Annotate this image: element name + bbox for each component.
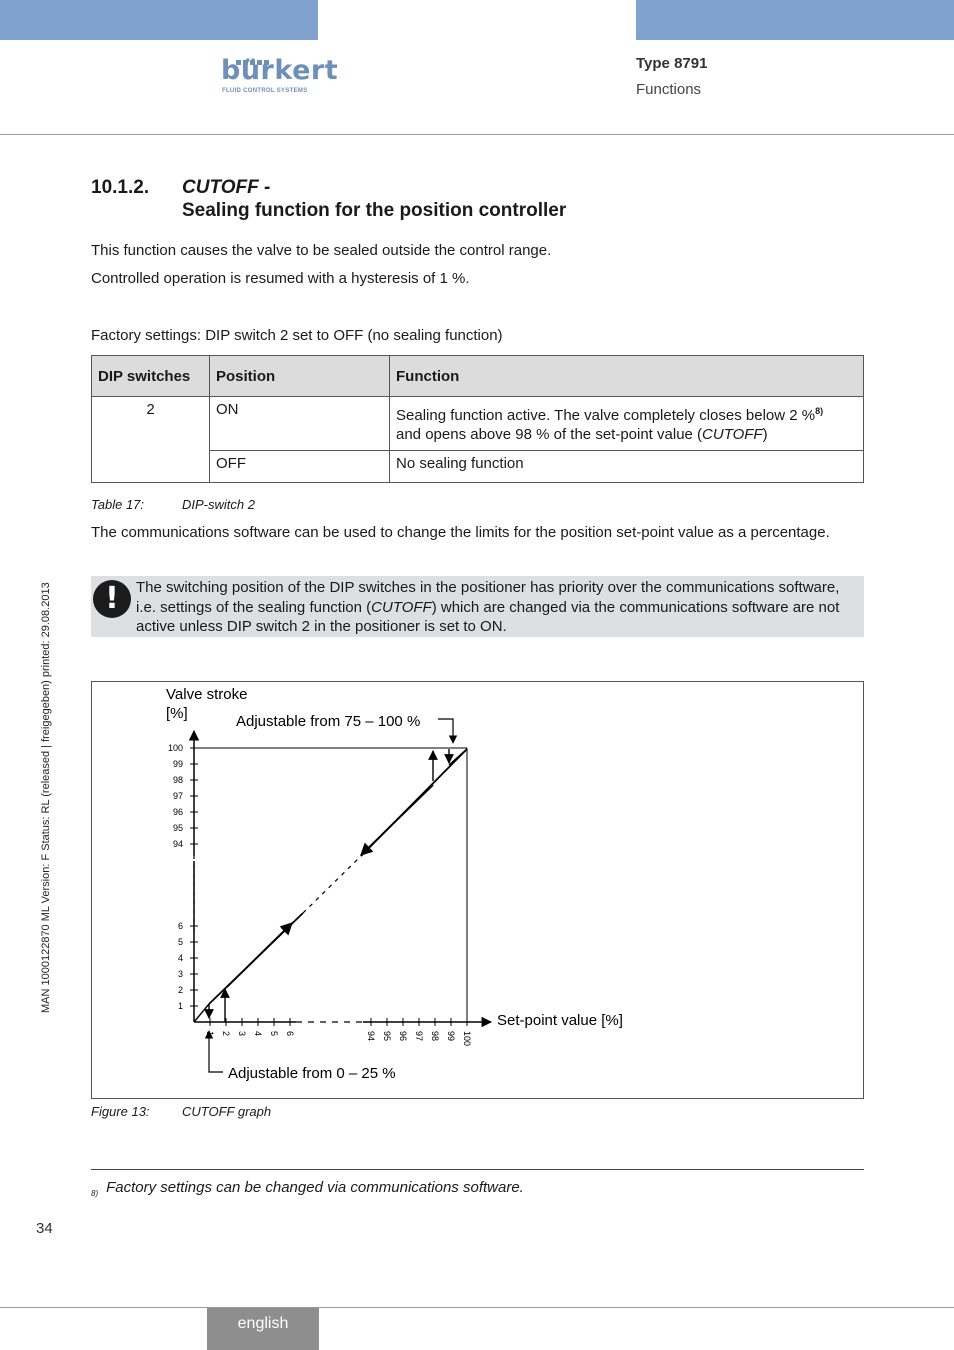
y-axis-label-line1: Valve stroke	[166, 686, 248, 703]
brand-logo: bürkert	[221, 55, 339, 86]
y-tick-label: 96	[172, 807, 183, 817]
document-status-text: MAN 1000122870 ML Version: F Status: RL (released | freigegeben) printed: 29.08.2013	[40, 582, 52, 1013]
y-tick-label: 4	[177, 953, 183, 963]
x-tick-label: 3	[237, 1031, 247, 1037]
annotation-top-leader	[438, 719, 453, 743]
top-bar-right	[636, 0, 954, 40]
characteristic-line-gap	[303, 856, 361, 913]
y-tick-label: 99	[172, 759, 183, 769]
table-cell-function-on	[390, 397, 864, 451]
annotation-bottom: Adjustable from 0 – 25 %	[228, 1065, 396, 1082]
x-axis-label: Set-point value [%]	[497, 1012, 623, 1029]
x-tick-label: 94	[366, 1031, 376, 1042]
footnote-text: Factory settings can be changed via communications software.	[106, 1179, 524, 1196]
arrow-down-high	[361, 785, 433, 855]
y-tick-label: 98	[172, 775, 183, 785]
dip-switch-table	[91, 355, 864, 483]
paragraph-hysteresis: Controlled operation is resumed with a hysteresis of 1 %.	[91, 270, 470, 287]
chapter-name: Functions	[636, 81, 702, 98]
x-tick-label: 5	[269, 1031, 279, 1037]
function-on-cutoff: CUTOFF	[702, 426, 763, 443]
figure-caption-text: CUTOFF graph	[182, 1104, 272, 1119]
y-tick-label: 3	[177, 969, 183, 979]
y-tick-label: 2	[177, 985, 183, 995]
paragraph-factory-settings: Factory settings: DIP switch 2 set to OFF (no sealing function)	[91, 327, 503, 344]
y-tick-label: 100	[167, 743, 183, 753]
y-tick-label: 94	[172, 839, 183, 849]
function-on-text-c: )	[762, 426, 768, 443]
table-header-function: Function	[390, 356, 864, 397]
note-text-b: ) which are changed via the communications software are not active unless DIP switch 2 in the positioner is set to ON.	[136, 598, 840, 635]
table-header-dip: DIP switches	[92, 356, 210, 397]
y-tick-label: 1	[177, 1001, 183, 1011]
table-caption-text: DIP-switch 2	[182, 497, 255, 512]
table-cell-position-off: OFF	[210, 451, 390, 483]
brand-logo-subtitle: FLUID CONTROL SYSTEMS	[222, 88, 308, 94]
annotation-bottom-leader	[209, 1031, 223, 1072]
footnote-ref: 8)	[815, 406, 824, 416]
footer-divider	[0, 1307, 954, 1308]
table-header-position: Position	[210, 356, 390, 397]
function-on-text-b: and opens above 98 % of the set-point value (	[396, 426, 703, 443]
annotation-top: Adjustable from 75 – 100 %	[236, 713, 421, 730]
y-tick-label: 97	[172, 791, 183, 801]
x-tick-label: 96	[398, 1031, 408, 1042]
cutoff-open-line	[449, 749, 467, 765]
function-on-text-a: Sealing function active. The valve completely closes below 2 %	[396, 407, 816, 424]
x-tick-label: 99	[446, 1031, 456, 1042]
y-tick-label: 95	[172, 823, 183, 833]
note-text-a: The switching position of the DIP switches in the positioner has priority over the communications software, i.e. settings of the sealing function (	[136, 579, 840, 616]
x-tick-label: 6	[285, 1031, 295, 1037]
footnote	[91, 1179, 524, 1198]
cutoff-close-line	[194, 1004, 209, 1022]
x-tick-label: 98	[430, 1031, 440, 1042]
header-divider	[0, 134, 954, 135]
x-tick-label: 2	[221, 1031, 231, 1037]
note-cutoff: CUTOFF	[371, 598, 432, 616]
x-tick-label: 4	[253, 1031, 263, 1037]
x-tick-label: 100	[462, 1031, 472, 1047]
table-cell-function-off: No sealing function	[390, 451, 864, 483]
warning-icon: !	[93, 580, 131, 618]
section-title: Sealing function for the position controller	[182, 200, 567, 221]
paragraph-communications: The communications software can be used to change the limits for the position set-point value as a percentage.	[91, 524, 830, 541]
cutoff-graph	[91, 681, 862, 1097]
x-tick-label: 1	[205, 1031, 215, 1037]
footnote-divider	[91, 1169, 864, 1170]
paragraph-sealing: This function causes the valve to be sealed outside the control range.	[91, 242, 552, 259]
section-number: 10.1.2.	[91, 177, 150, 198]
section-title-italic: CUTOFF -	[182, 177, 271, 198]
top-bar-left	[0, 0, 318, 40]
x-tick-label: 95	[382, 1031, 392, 1042]
product-type: Type 8791	[636, 55, 708, 72]
note-text	[136, 578, 856, 637]
arrow-up-low	[227, 923, 292, 987]
table-cell-dip: 2	[92, 397, 210, 483]
table-cell-position-on: ON	[210, 397, 390, 451]
x-tick-label: 97	[414, 1031, 424, 1042]
table-caption-label: Table 17:	[91, 497, 145, 512]
y-axis-label-line2: [%]	[166, 705, 188, 722]
footnote-marker: 8)	[91, 1189, 99, 1198]
y-tick-label: 6	[177, 921, 183, 931]
y-tick-label: 5	[177, 937, 183, 947]
page-number: 34	[36, 1220, 53, 1237]
figure-caption-label: Figure 13:	[91, 1104, 150, 1119]
language-tab: english	[207, 1308, 319, 1350]
